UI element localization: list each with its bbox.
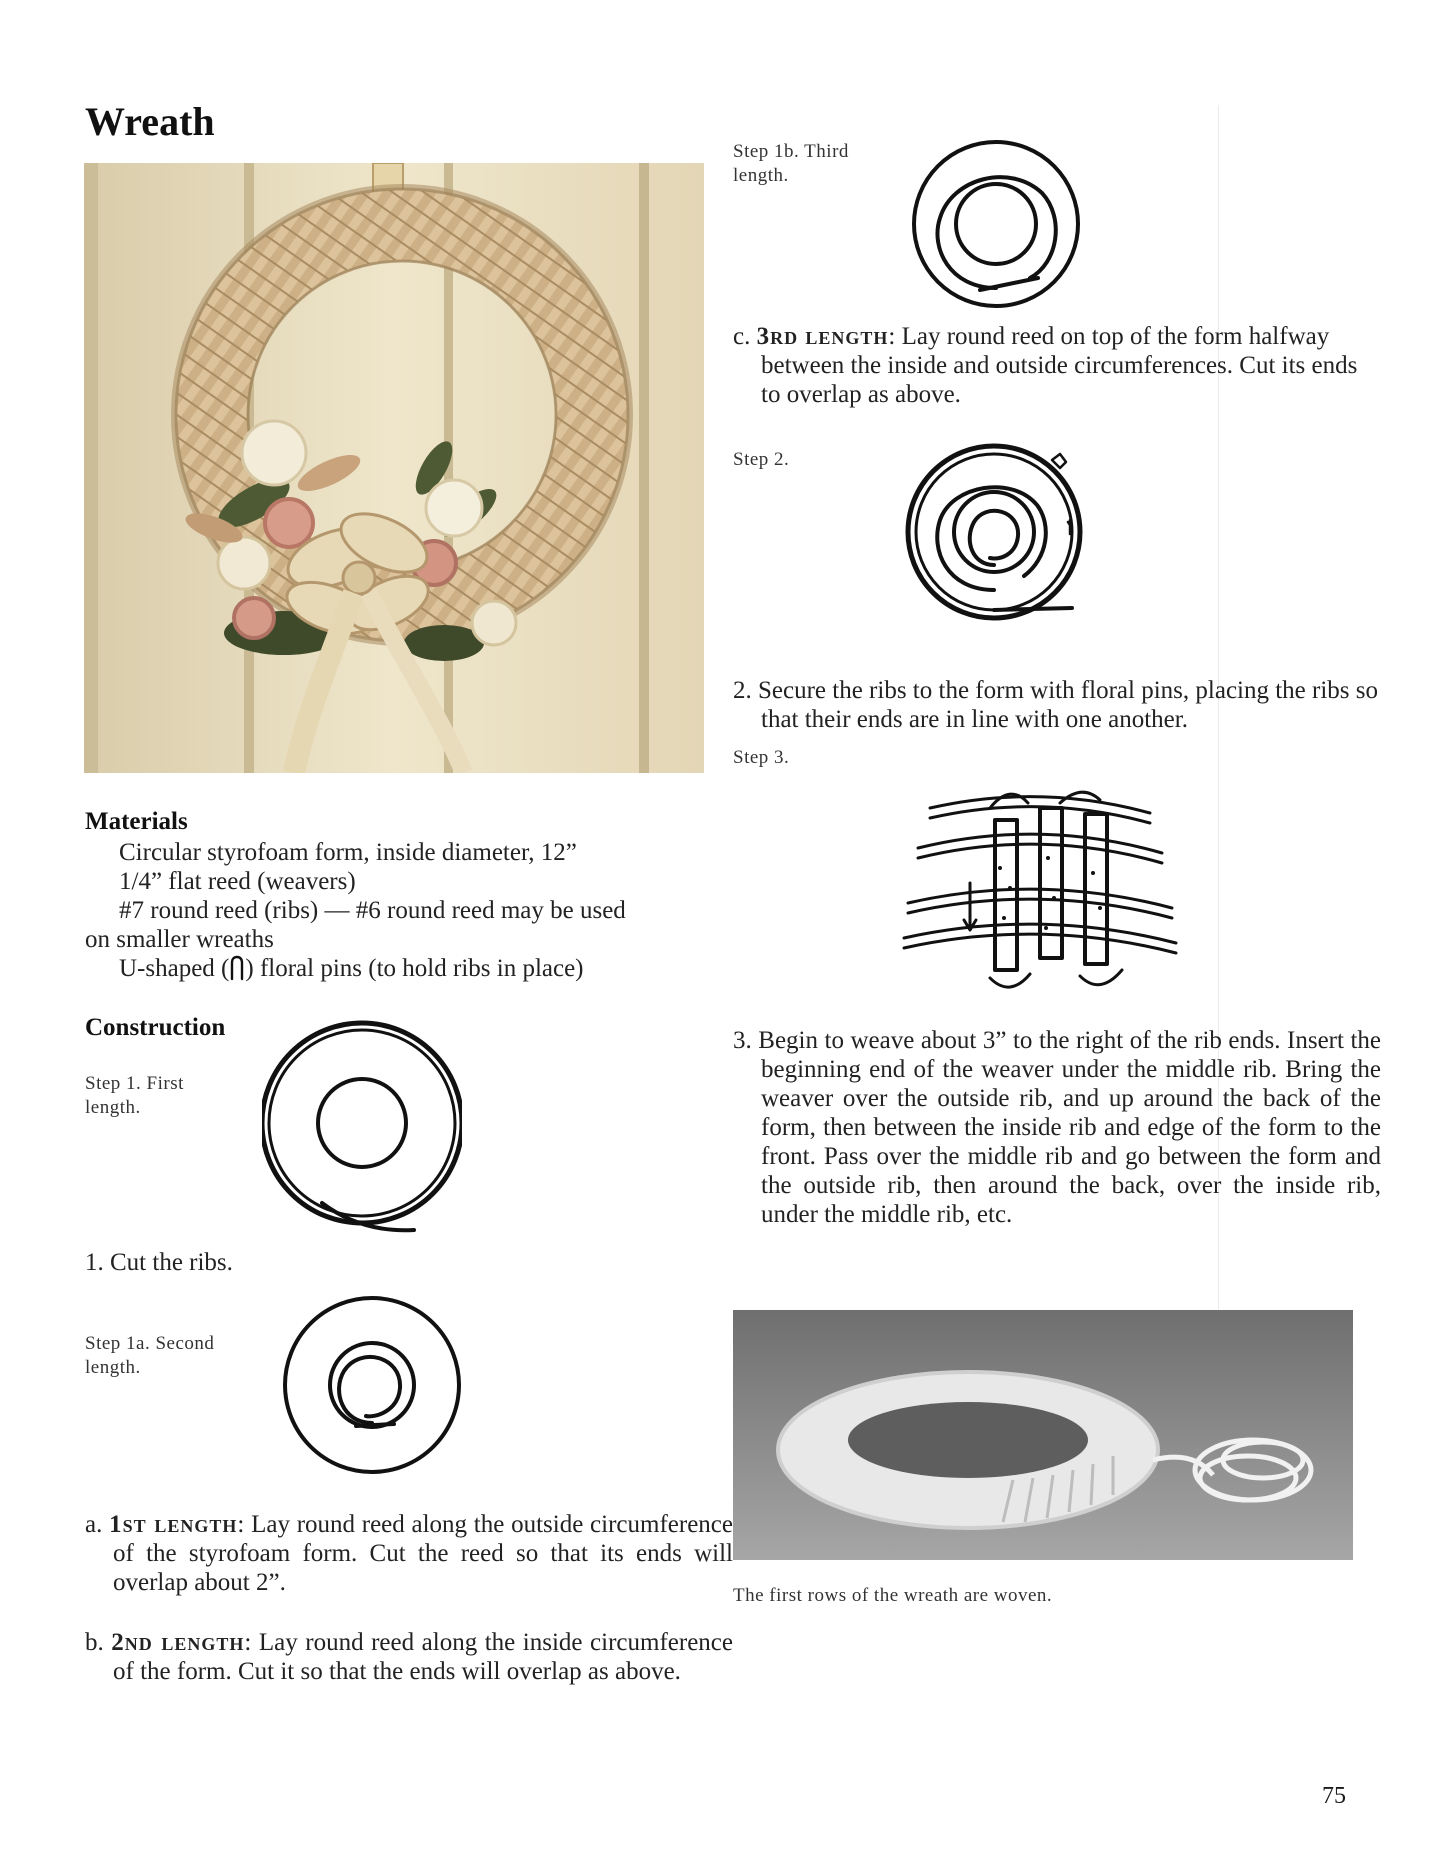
material-round-reed: #7 round reed (ribs) — #6 round reed may be used: [119, 897, 626, 924]
construction-heading: Construction: [85, 1014, 226, 1041]
wreath-photo: [84, 163, 704, 773]
instruction-b: b. 2nd length: Lay round reed along the inside circumference of the form. Cut it so that the ends will overlap as above.: [85, 1629, 734, 1685]
page-number: 75: [1322, 1783, 1346, 1809]
step1b-diagram: [910, 138, 1082, 310]
step2-diagram: [902, 440, 1088, 624]
instruction-c: c. 3rd length: Lay round reed on top of the form halfway between the inside and outside circumferences. Cut its ends to overlap as above.: [733, 323, 1358, 408]
step1-caption: Step 1. First length.: [85, 1073, 184, 1118]
step3-caption: Step 3.: [733, 747, 790, 768]
page-title: Wreath: [85, 99, 215, 144]
step2-text: 2. Secure the ribs to the form with floral pins, placing the ribs so that their ends are in line with one another.: [733, 677, 1379, 733]
materials-heading: Materials: [85, 808, 188, 835]
material-flat-reed: 1/4” flat reed (weavers): [119, 868, 356, 895]
material-round-reed-cont: on smaller wreaths: [85, 926, 274, 953]
step1a-diagram: [282, 1296, 462, 1474]
photo-caption: The first rows of the wreath are woven.: [733, 1585, 1053, 1606]
step1-text: 1. Cut the ribs.: [85, 1249, 233, 1276]
step3-text: 3. Begin to weave about 3” to the right of the rib ends. Insert the beginning end of the weaver under the middle rib. Bring the weaver over the outside rib, and up around the back of the form, then between the inside rib and edge of the form to the front. Pass over the middle rib and go between the form and the outside rib, then around the back, over the inside rib, under the middle rib, etc.: [733, 1027, 1381, 1228]
step1b-caption: Step 1b. Third length.: [733, 141, 849, 186]
step3-weaving-diagram: [900, 778, 1180, 994]
step1a-caption: Step 1a. Second length.: [85, 1333, 215, 1378]
instruction-a: a. 1st length: Lay round reed along the outside circumference of the styrofoam form. Cut the reed so that its ends will overlap about 2”.: [85, 1511, 733, 1596]
step2-caption: Step 2.: [733, 449, 790, 470]
u-pin-icon: [229, 955, 245, 981]
step1-outer-length-diagram: [262, 1018, 462, 1248]
material-pins: U-shaped ( ) floral pins (to hold ribs in place): [119, 955, 584, 982]
materials-section: [85, 808, 710, 983]
weaving-progress-photo: [733, 1310, 1353, 1560]
material-form: Circular styrofoam form, inside diameter, 12”: [119, 839, 577, 866]
